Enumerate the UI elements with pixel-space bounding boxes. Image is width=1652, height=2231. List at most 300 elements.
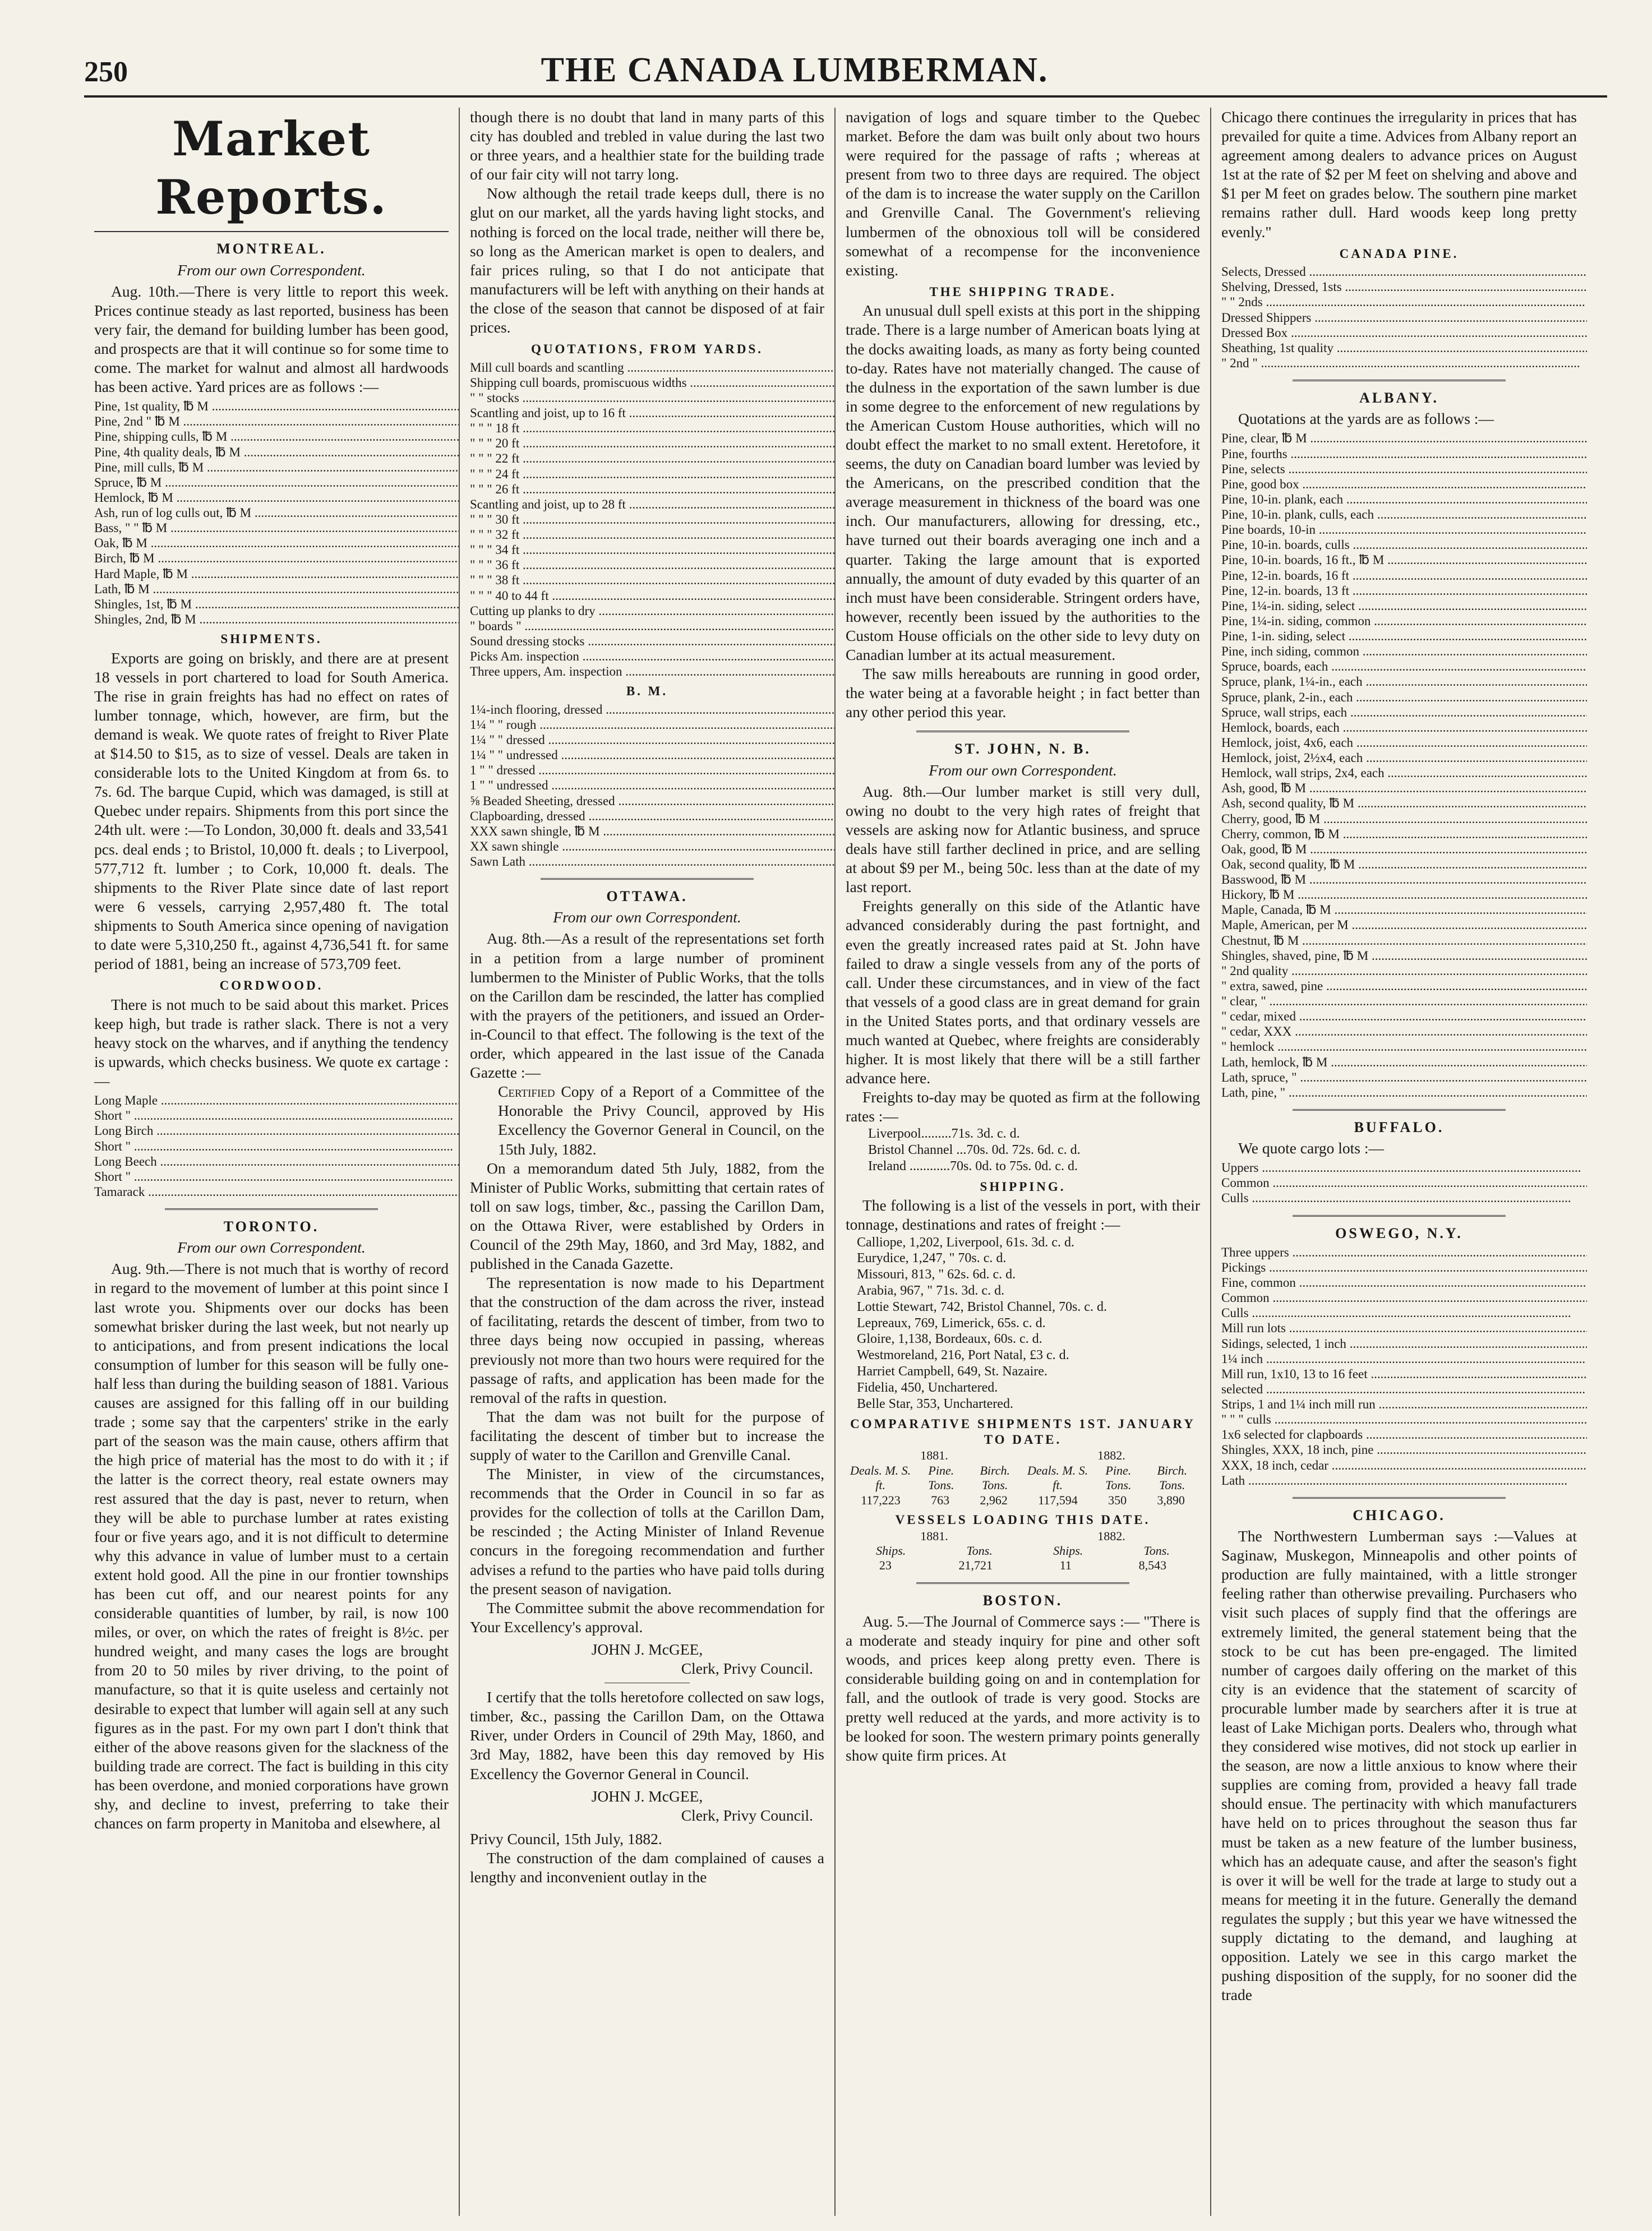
price-label-text: Three uppers, Am. inspection: [470, 664, 622, 679]
price-label-text: Maple, Canada, ℔ M: [1221, 903, 1331, 917]
signature-name: JOHN J. McGEE,: [591, 1640, 703, 1658]
price-label-text: Mill cull boards and scantling: [470, 360, 624, 375]
price-label: [1221, 857, 1587, 872]
price-label-text: Hard Maple, ℔ M: [94, 566, 188, 581]
column-head: Pine. Tons.: [1105, 1463, 1132, 1493]
price-label-text: Picks Am. inspection: [470, 649, 579, 664]
price-row: [94, 475, 460, 490]
price-row: [1221, 887, 1587, 902]
price-label-text: " " " 22 ft: [470, 451, 520, 466]
price-label-text: " boards ": [470, 618, 522, 633]
montreal-cordwood: There is not much to be said about this market. Prices keep high, but trade is rather slack. There is not a very heavy stock on the wharves, and if anything the tendency is upwards, which checks business. We quote ex cartage :—: [94, 995, 449, 1090]
toronto-p3: Now although the retail trade keeps dull, there is no glut on our market, all the yards having light stocks, and nothing is forced on the local trade, neither will there be, so long as the American market is open to dealers, and fair prices ruling, so that I do not anticipate that manufacturers will be left with anything on their hands at the close of the season that cannot be disposed of at fair prices.: [470, 184, 824, 336]
price-row: [1221, 1085, 1587, 1100]
price-label: [1221, 765, 1587, 780]
price-label: [470, 809, 836, 824]
value: 3,890: [1157, 1493, 1185, 1507]
price-row: [94, 581, 460, 597]
price-row: [94, 445, 460, 460]
price-label: [470, 747, 836, 763]
price-label-text: Hemlock, joist, 4x6, each: [1221, 735, 1354, 750]
price-row: [1221, 1458, 1587, 1473]
vessel-line: Arabia, 967, " 71s. 3d. c. d.: [857, 1283, 1005, 1298]
price-label-text: Spruce, boards, each: [1221, 659, 1328, 674]
price-label: [1221, 568, 1587, 583]
price-label-text: Spruce, ℔ M: [94, 475, 162, 489]
price-label: [1221, 1473, 1587, 1488]
price-label: [1221, 1190, 1587, 1205]
price-row: [470, 824, 836, 839]
price-row: [470, 360, 836, 375]
ottawa-p2: On a memorandum dated 5th July, 1882, from the Minister of Public Works, submitting that certain rates of toll on saw logs, timber, &c., passing the Carillon Dam, on the Ottawa River, were established by Orders in Council of the 29th May, 1860, and 3rd May, 1882, and published in the Canada Gazette.: [470, 1159, 824, 1273]
oswego-title: OSWEGO, N.Y.: [1335, 1225, 1463, 1241]
toronto-p2: though there is no doubt that land in many parts of this city has doubled and trebled in value during the last two or three years, and a healthier state for the building trade of our fair city will not tarry long.: [470, 108, 824, 183]
value: 117,223: [861, 1493, 901, 1507]
toronto-quotations: [470, 360, 836, 680]
price-label-text: Basswood, ℔ M: [1221, 872, 1307, 886]
price-label-text: Pine, 10-in. plank, each: [1221, 492, 1344, 506]
price-label-text: " " " 38 ft: [470, 573, 520, 588]
price-label-text: Cutting up planks to dry: [470, 603, 596, 618]
price-label-text: Short ": [94, 1169, 131, 1184]
price-label: [94, 566, 460, 581]
price-label-text: XXX, 18 inch, cedar: [1221, 1458, 1328, 1472]
price-label-text: Long Birch: [94, 1124, 154, 1138]
price-label-text: Lath, hemlock, ℔ M: [1221, 1055, 1328, 1069]
price-label-text: Culls: [1221, 1191, 1249, 1205]
price-label: [1221, 1260, 1587, 1275]
price-row: [1221, 1336, 1587, 1351]
price-row: [94, 551, 460, 566]
divider: [1293, 1109, 1506, 1111]
price-label-text: " " 2nds: [1221, 295, 1263, 310]
price-label: [94, 612, 460, 627]
price-row: [1221, 780, 1587, 796]
price-label-text: Lath, ℔ M: [94, 581, 150, 596]
stjohn-title: ST. JOHN, N. B.: [954, 741, 1091, 757]
price-row: [470, 557, 836, 572]
montreal-cordwood-title: CORDWOOD.: [219, 978, 324, 993]
price-row: [94, 1139, 460, 1154]
price-label: [1221, 1275, 1587, 1290]
price-label-text: " cedar, mixed: [1221, 1009, 1296, 1024]
price-row: [1221, 1382, 1587, 1397]
price-row: [470, 451, 836, 466]
price-row: [1221, 1427, 1587, 1442]
column-head: Pine. Tons.: [928, 1463, 954, 1493]
price-row: [470, 809, 836, 824]
toronto-bm-label: B. M.: [626, 684, 668, 699]
buffalo-intro: We quote cargo lots :—: [1238, 1139, 1385, 1157]
price-label-text: Pine, mill culls, ℔ M: [94, 460, 204, 474]
price-label: [470, 466, 836, 482]
comparative-years: [846, 1448, 1200, 1463]
price-label: [470, 763, 836, 778]
banner-title: Market Reports.: [94, 110, 449, 232]
rate-line: Bristol Channel ...70s. 0d. 72s. 6d. c. d.: [868, 1143, 1081, 1158]
price-row: [1221, 720, 1587, 735]
montreal-shipments-title: SHIPMENTS.: [220, 632, 322, 646]
price-row: [1221, 507, 1587, 522]
price-row: [1221, 917, 1587, 932]
price-label-text: 1¼ " " dressed: [470, 733, 545, 747]
price-label: [94, 460, 460, 475]
boston-p2: Chicago there continues the irregularity in prices that has prevailed for quite a time. Advices from Albany report an agreement among dealers to advance prices on August 1st at the rate of $2 per M feet on shelving and above and $1 per M feet on grades below. The southern pine market remains rather dull. Hard woods keep long pretty evenly.": [1221, 108, 1577, 241]
price-row: [470, 717, 836, 732]
ottawa-p7: I certify that the tolls heretofore collected on saw logs, timber, &c., passing the Carillon Dam, on the Ottawa River, under Orders in Council of 29th May, 1860, and 3rd May, 1882, have been this day removed by His Excellency the Governor General in Council.: [470, 1688, 824, 1782]
divider: [1293, 1215, 1506, 1217]
price-label: [470, 497, 836, 512]
price-label-text: Hemlock, ℔ M: [94, 490, 173, 505]
price-label-text: Cherry, good, ℔ M: [1221, 811, 1321, 826]
stjohn-shipping-title: SHIPPING.: [980, 1179, 1066, 1194]
price-row: [94, 535, 460, 551]
price-label-text: Pine, 4th quality deals, ℔ M: [94, 445, 241, 459]
price-label: [470, 542, 836, 557]
price-row: [1221, 842, 1587, 857]
price-label-text: Selects, Dressed: [1221, 265, 1306, 279]
column-head: Ships.: [876, 1544, 906, 1558]
price-label: [1221, 431, 1587, 446]
price-label: [94, 505, 460, 520]
vessel-line: Belle Star, 353, Unchartered.: [857, 1396, 1013, 1411]
loading-title: VESSELS LOADING THIS DATE.: [895, 1513, 1151, 1527]
stjohn-rates: [846, 1126, 1200, 1174]
price-label-text: Sidings, selected, 1 inch: [1221, 1336, 1346, 1351]
price-row: [470, 482, 836, 497]
montreal-p1: Aug. 10th.—There is very little to report this week. Prices continue steady as last reported, business has been very fair, the demand for building lumber has been good, and prospects are that it will continue so for some time to come. The market for walnut and almost all hardwoods has been active. Yard prices are as follows :—: [94, 282, 449, 396]
ottawa-p5: The Minister, in view of the circumstances, recommends that the Order in Council in so far as provides for the collection of tolls at the Carillon Dam, be rescinded ; the Acting Minister of Inland Revenue concurs in the foregoing recommendation and further advises a refund to the parties who have paid tolls during the present season of navigation.: [470, 1465, 824, 1597]
price-label-text: 1 " " dressed: [470, 763, 536, 778]
price-label: [470, 618, 836, 634]
value: 763: [931, 1493, 950, 1507]
certified-text: Copy of a Report of a Committee of the Honorable the Privy Council, approved by His Excellency the Governor General in Council, on the 15th July, 1882.: [498, 1083, 824, 1158]
price-label: [1221, 796, 1587, 811]
price-row: [1221, 522, 1587, 537]
ottawa-title: OTTAWA.: [606, 888, 688, 905]
price-label-text: Uppers: [1221, 1161, 1259, 1175]
price-label-text: Scantling and joist, up to 28 ft: [470, 497, 626, 511]
signature2-title: Clerk, Privy Council.: [681, 1806, 813, 1824]
price-row: [470, 603, 836, 618]
price-label-text: " clear, ": [1221, 994, 1266, 1008]
price-label: [1221, 978, 1587, 994]
price-label: [94, 1154, 460, 1169]
price-row: [94, 1093, 460, 1108]
price-label-text: " " " culls: [1221, 1412, 1271, 1427]
price-row: [1221, 796, 1587, 811]
boston-p1: Aug. 5.—The Journal of Commerce says :— "There is a moderate and steady inquiry for pine and other soft woods, and prices keep along pretty even. There is considerable building going on and in contemplation for fall, and the outlook of trade is very good. Stocks are pretty well reduced at the yards, and more activity is to be looked for soon. The western primary points generally show quite firm prices. At: [846, 1613, 1200, 1764]
price-row: [1221, 613, 1587, 629]
column-head: Tons.: [966, 1544, 993, 1558]
price-label: [1221, 1397, 1587, 1412]
price-label: [94, 414, 460, 429]
year: 1881.: [920, 1528, 948, 1543]
price-label: [1221, 477, 1587, 492]
price-row: [470, 588, 836, 603]
price-label: [94, 581, 460, 597]
price-label-text: Pine, 1st quality, ℔ M: [94, 399, 209, 414]
price-label-text: Tamarack: [94, 1184, 145, 1199]
divider: [1293, 1497, 1506, 1499]
ottawa-p6: The Committee submit the above recommendation for Your Excellency's approval.: [470, 1599, 824, 1636]
price-label: [94, 597, 460, 612]
price-label: [470, 717, 836, 732]
certified-word: Certified: [498, 1083, 555, 1101]
price-row: [94, 566, 460, 581]
vessel-line: Gloire, 1,138, Bordeaux, 60s. c. d.: [857, 1332, 1042, 1347]
price-label: [1221, 1290, 1587, 1305]
price-row: [1221, 933, 1587, 948]
price-label-text: Shingles, shaved, pine, ℔ M: [1221, 948, 1369, 963]
price-label-text: Oak, ℔ M: [94, 536, 147, 551]
price-label: [1221, 355, 1587, 371]
price-label-text: Bass, " " ℔ M: [94, 521, 168, 535]
price-label-text: Hickory, ℔ M: [1221, 888, 1295, 902]
toronto-quotations-2: [470, 702, 836, 869]
price-row: [1221, 750, 1587, 765]
price-label: [470, 778, 836, 793]
price-label-text: Pine, good box: [1221, 477, 1299, 491]
price-row: [1221, 477, 1587, 492]
price-label: [94, 520, 460, 535]
price-label: [94, 1108, 460, 1123]
value: 21,721: [958, 1558, 993, 1573]
price-label-text: " " " 34 ft: [470, 543, 520, 557]
montreal-shipments: Exports are going on briskly, and there are at present 18 vessels in port chartered to load for South America. The rise in grain freights has had no effect on rates of lumber tonnage, which, however, are firm, but the demand is weak. We quote rates of freight to River Plate at $14.50 to $15, as to size of vessel. Deals are taken in considerable lots to the United Kingdom at from 6s. to 7s. 6d. The barque Cupid, which was damaged, is still at Quebec under repairs. Shipments from this port since the 24th ult. were :—To London, 30,000 ft. deals and 33,541 pcs. deal ends ; to Bristol, 10,000 ft. deals ; to Liverpool, 577,712 ft. lumber ; to Cork, 10,000 ft. deals. The shipments to the River Plate since date of last report were 6 vessels, carrying 2,957,480 ft. The total shipments to South America since opening of navigation to date were 5,310,250 ft., against 4,736,541 ft. for same period of 1881, being an increase of 573,709 feet.: [94, 649, 449, 973]
price-row: [470, 466, 836, 482]
price-label: [1221, 872, 1587, 887]
price-label: [1221, 887, 1587, 902]
price-label: [470, 664, 836, 679]
price-row: [1221, 1175, 1587, 1190]
price-label: [94, 445, 460, 460]
price-label-text: Sheathing, 1st quality: [1221, 340, 1333, 355]
price-label: [1221, 811, 1587, 826]
column-head: Birch. Tons.: [980, 1463, 1010, 1493]
divider: [1293, 380, 1506, 381]
price-row: [470, 732, 836, 747]
price-label: [1221, 1382, 1587, 1397]
price-label-text: " " " 40 to 44 ft: [470, 588, 549, 603]
price-label: [1221, 674, 1587, 689]
price-label: [1221, 1458, 1587, 1473]
price-row: [1221, 902, 1587, 917]
montreal-cord-prices: [94, 1093, 460, 1199]
column-head: Deals. M. S. ft.: [1027, 1463, 1088, 1493]
price-label: [470, 421, 836, 436]
montreal-title: MONTREAL.: [216, 241, 326, 257]
price-label-text: Spruce, plank, 2-in., each: [1221, 690, 1353, 704]
price-row: [470, 634, 836, 649]
stjohn-p4: The following is a list of the vessels in port, with their tonnage, destinations and rates of freight :—: [846, 1197, 1200, 1234]
price-label: [1221, 1412, 1587, 1427]
year: 1882.: [1097, 1448, 1125, 1463]
comparative-heads: [846, 1463, 1200, 1493]
vessel-line: Harriet Campbell, 649, St. Nazaire.: [857, 1364, 1048, 1379]
price-label: [1221, 279, 1587, 294]
price-label: [94, 535, 460, 551]
price-label-text: Pine, selects: [1221, 461, 1285, 476]
column-head: Ships.: [1053, 1544, 1083, 1558]
price-label-text: Strips, 1 and 1¼ inch mill run: [1221, 1397, 1376, 1412]
price-row: [1221, 583, 1587, 598]
value: 2,962: [980, 1493, 1008, 1507]
ottawa-p9: navigation of logs and square timber to the Quebec market. Before the dam was built only about two hours were required for the passage of rafts ; whereas at present from two to three days are required. The object of the dam is to increase the water supply on the Carillon and Grenville Canal. The Government's relieving lumbermen of the obnoxious toll will be considered somewhat of a recompense for the inconvenience existing.: [846, 108, 1200, 279]
price-label-text: 1¼ " " undressed: [470, 748, 558, 763]
ottawa-shipping: An unusual dull spell exists at this port in the shipping trade. There is a large number of American boats lying at the docks awaiting loads, as many as forty being counted to-day. Rates have not materially changed. The cause of the dulness in the exportation of the sawn lumber is due in some degree to the enforcement of new regulations by the American Custom House authorities, which will no doubt effect the market to no small extent. Heretofore, it seems, the duty on Canadian board lumber was levied by the Americans, on the prescribed condition that the average measurement in thickness of the board was one inch. Our manufacturers, allowing for dressing, etc., have turned out their boards averaging one inch and a quarter. Taking the large amount that is exported annually, the amount of duty evaded by this quarter of an inch must have been considerable. Stringent orders have, however, recently been issued by the authorities to the Custom House officials on the other side to levy duty on Canadian lumber at its actual measurement.: [846, 302, 1200, 664]
column-3: [836, 108, 1211, 2216]
price-label-text: Oak, second quality, ℔ M: [1221, 857, 1355, 871]
price-label-text: XXX sawn shingle, ℔ M: [470, 824, 600, 838]
albany-intro: Quotations at the yards are as follows :—: [1238, 410, 1494, 428]
price-label-text: 1 " " undressed: [470, 778, 548, 793]
price-label-text: Scantling and joist, up to 16 ft: [470, 406, 626, 421]
price-label-text: Mill run lots: [1221, 1321, 1286, 1336]
price-label-text: Hemlock, wall strips, 2x4, each: [1221, 766, 1385, 780]
price-row: [470, 702, 836, 717]
price-label: [1221, 264, 1587, 279]
price-label-text: Dressed Shippers: [1221, 310, 1312, 325]
price-label-text: ⅝ Beaded Sheeting, dressed: [470, 793, 615, 808]
price-label-text: Common: [1221, 1176, 1270, 1190]
price-label: [1221, 492, 1587, 507]
toronto-p1: Aug. 9th.—There is not much that is worthy of record in regard to the movement of lumber at this point since I last wrote you. Shipments over our docks has been somewhat brisker during the last week, but not nearly up to anticipations, and from present indications the local consumption of lumber for this season will be fully one-half less than during the building season of 1881. Various causes are assigned for this falling off in our building trade ; some say that the carpenters' strike in the early part of the season was the main cause, others affirm that the high price of material has the most to do with it ; if the latter is the correct theory, real estate owners may rest assured that the day is past, never to return, when they will be able to purchase lumber at rates existing four or five years ago, and it is not difficult to determine why this advance in value of lumber must to a certain extent hold good. All the pine in our frontier townships has been cut off, and our nearest points for any considerable quantities of lumber, by rail, is now 100 miles, or over, on which the rates of freight is 8½c. per hundred weight, and many cases the logs are brought from 20 to 50 miles by river driving, to the point of manufacture, so that it is quite useless and certainly not desirable to expect that lumber will again sell at any such figures as in the past. For my own part I don't think that either of the above reasons given for the slackness of the building trade are correct. The fact is building in this city has been overdone, and monied corporations have grown shy, and decline to invest, preferring to take their chances on farm property in Manitoba and elsewhere, al: [94, 1260, 449, 1832]
paper-title: THE CANADA LUMBERMAN.: [541, 51, 1049, 89]
stjohn-p2: Freights generally on this side of the Atlantic have advanced considerably during the past fortnight, and even the greatly increased rates paid at St. John have failed to draw a single vessels from any of the ports of call. Under these circumstances, and in view of the fact that vessels of a good class are in great demand for grain in the United States ports, and that ordinary vessels are much wanted at Quebec, where freights are considerably higher. It is most likely that there will be a still farther advance here.: [846, 897, 1200, 1087]
price-label-text: Pine, 1¼-in. siding, common: [1221, 613, 1371, 628]
price-label-text: Shelving, Dressed, 1sts: [1221, 280, 1342, 294]
price-row: [1221, 294, 1587, 310]
price-label: [1221, 933, 1587, 948]
column-2: [460, 108, 836, 2216]
ottawa-shipping-2: The saw mills hereabouts are running in good order, the water being at a favorable height ; in fact better than any other period this year.: [846, 665, 1200, 721]
signature-title: Clerk, Privy Council.: [681, 1660, 813, 1678]
price-row: [1221, 461, 1587, 477]
price-label-text: Cherry, common, ℔ M: [1221, 826, 1340, 841]
canada-pine-prices: [1221, 264, 1587, 371]
price-row: [1221, 674, 1587, 689]
price-label-text: Pine, 1-in. siding, select: [1221, 629, 1346, 643]
price-label: [94, 1169, 460, 1184]
price-label: [1221, 310, 1587, 325]
divider: [165, 1208, 377, 1210]
price-row: [470, 497, 836, 512]
price-row: [1221, 1190, 1587, 1205]
column-head: Birch. Tons.: [1157, 1463, 1187, 1493]
price-label-text: " 2nd quality: [1221, 963, 1289, 978]
price-row: [470, 405, 836, 421]
price-label: [1221, 583, 1587, 598]
columns: [84, 108, 1607, 2216]
price-row: [1221, 1260, 1587, 1275]
loading-heads: [846, 1544, 1200, 1558]
price-row: [94, 1108, 460, 1123]
signature2-date: Privy Council, 15th July, 1882.: [470, 1830, 662, 1847]
price-row: [1221, 1397, 1587, 1412]
price-row: [1221, 872, 1587, 887]
price-row: [1221, 1320, 1587, 1336]
price-row: [470, 542, 836, 557]
price-label-text: " " " 30 ft: [470, 512, 520, 526]
price-row: [470, 618, 836, 634]
price-label: [1221, 1024, 1587, 1039]
price-label-text: Hemlock, boards, each: [1221, 720, 1340, 735]
boston-title: BOSTON.: [982, 1592, 1063, 1609]
price-label-text: Sound dressing stocks: [470, 634, 585, 648]
price-row: [1221, 568, 1587, 583]
price-label-text: Birch, ℔ M: [94, 551, 155, 566]
price-label: [470, 702, 836, 717]
price-label: [1221, 780, 1587, 796]
price-row: [1221, 1245, 1587, 1260]
price-label-text: Mill run, 1x10, 13 to 16 feet: [1221, 1366, 1368, 1381]
price-label: [1221, 644, 1587, 659]
price-label: [470, 572, 836, 588]
price-label-text: Long Maple: [94, 1093, 158, 1108]
price-row: [1221, 811, 1587, 826]
price-row: [470, 839, 836, 854]
chicago-p1: The Northwestern Lumberman says :—Values at Saginaw, Muskegon, Minneapolis and other points of production are fully maintained, with a little stronger feeling rather than otherwise prevailing. Purchasers who visit such places of supply find that the offerings are extremely limited, the general statement being that the stock to be cut has been pre-engaged. The limited number of cargoes daily offering on the market of this city is an evidence that the statement of scarcity of procurable lumber made by searchers after it is true at least of Lake Michigan ports. Dealers who, through what they considered wise motives, did not stock up earlier in the season, are now a little anxious to know where their supplies are coming from, provided a heavy fall trade should ensue. The pertinacity with which manufacturers have held on to prices throughout the season thus far must be taken as a new feature of the lumber business, which has an adequate cause, and after the season's fight is over it will be well for the trade at large to study out a means for meeting it in the future. Generally the demand regulates the supply ; but this year we have witnessed the supply dictating to the demand, and laughing at opposition. Lately we see in this cargo market the pushing disposition of the supply, for no sooner did the trade: [1221, 1527, 1577, 2004]
value: 23: [879, 1558, 892, 1573]
price-label: [1221, 842, 1587, 857]
price-label: [1221, 1085, 1587, 1100]
price-label: [1221, 1245, 1587, 1260]
ottawa-byline: From our own Correspondent.: [553, 908, 741, 926]
price-label-text: Shingles, 1st, ℔ M: [94, 597, 192, 611]
price-row: [1221, 826, 1587, 842]
price-label: [1221, 1427, 1587, 1442]
price-label-text: 1¼ inch: [1221, 1351, 1263, 1366]
price-row: [1221, 1305, 1587, 1320]
toronto-title: TORONTO.: [223, 1218, 320, 1235]
price-row: [94, 490, 460, 505]
price-row: [470, 390, 836, 405]
price-row: [1221, 948, 1587, 963]
price-label: [470, 390, 836, 405]
price-row: [1221, 857, 1587, 872]
price-row: [1221, 537, 1587, 552]
price-row: [1221, 431, 1587, 446]
stjohn-p1: Aug. 8th.—Our lumber market is still very dull, owing no doubt to the very high rates of freight that vessels are asking now for Atlantic business, and spruce deals have still farther declined in price, and are selling at about $9 per M., being 50c. less than at the date of my last report.: [846, 782, 1200, 896]
price-label: [470, 436, 836, 451]
vessel-line: Missouri, 813, " 62s. 6d. c. d.: [857, 1267, 1016, 1282]
price-label: [470, 634, 836, 649]
price-row: [1221, 1366, 1587, 1382]
price-row: [1221, 765, 1587, 780]
price-label-text: Shingles, XXX, 18 inch, pine: [1221, 1443, 1374, 1457]
price-label-text: 1¼-inch flooring, dressed: [470, 702, 603, 717]
price-label-text: Common: [1221, 1291, 1270, 1305]
price-label-text: " " " 18 ft: [470, 421, 520, 436]
ottawa-p4: That the dam was not built for the purpose of facilitating the descent of timber but to increase the supply of water to the Carillon and Grenville Canal.: [470, 1407, 824, 1464]
price-label-text: Maple, American, per M: [1221, 918, 1349, 932]
price-row: [470, 375, 836, 390]
vessel-line: Eurydice, 1,247, " 70s. c. d.: [857, 1251, 1007, 1266]
price-label: [1221, 948, 1587, 963]
column-head: Deals. M. S. ft.: [850, 1463, 911, 1493]
price-row: [1221, 629, 1587, 644]
price-row: [470, 747, 836, 763]
page-number: 250: [84, 56, 128, 88]
price-row: [1221, 355, 1587, 371]
price-row: [94, 460, 460, 475]
price-label: [470, 375, 836, 390]
price-label-text: " " " 20 ft: [470, 436, 520, 451]
montreal-prices: [94, 399, 460, 627]
price-row: [470, 649, 836, 664]
price-row: [1221, 690, 1587, 705]
